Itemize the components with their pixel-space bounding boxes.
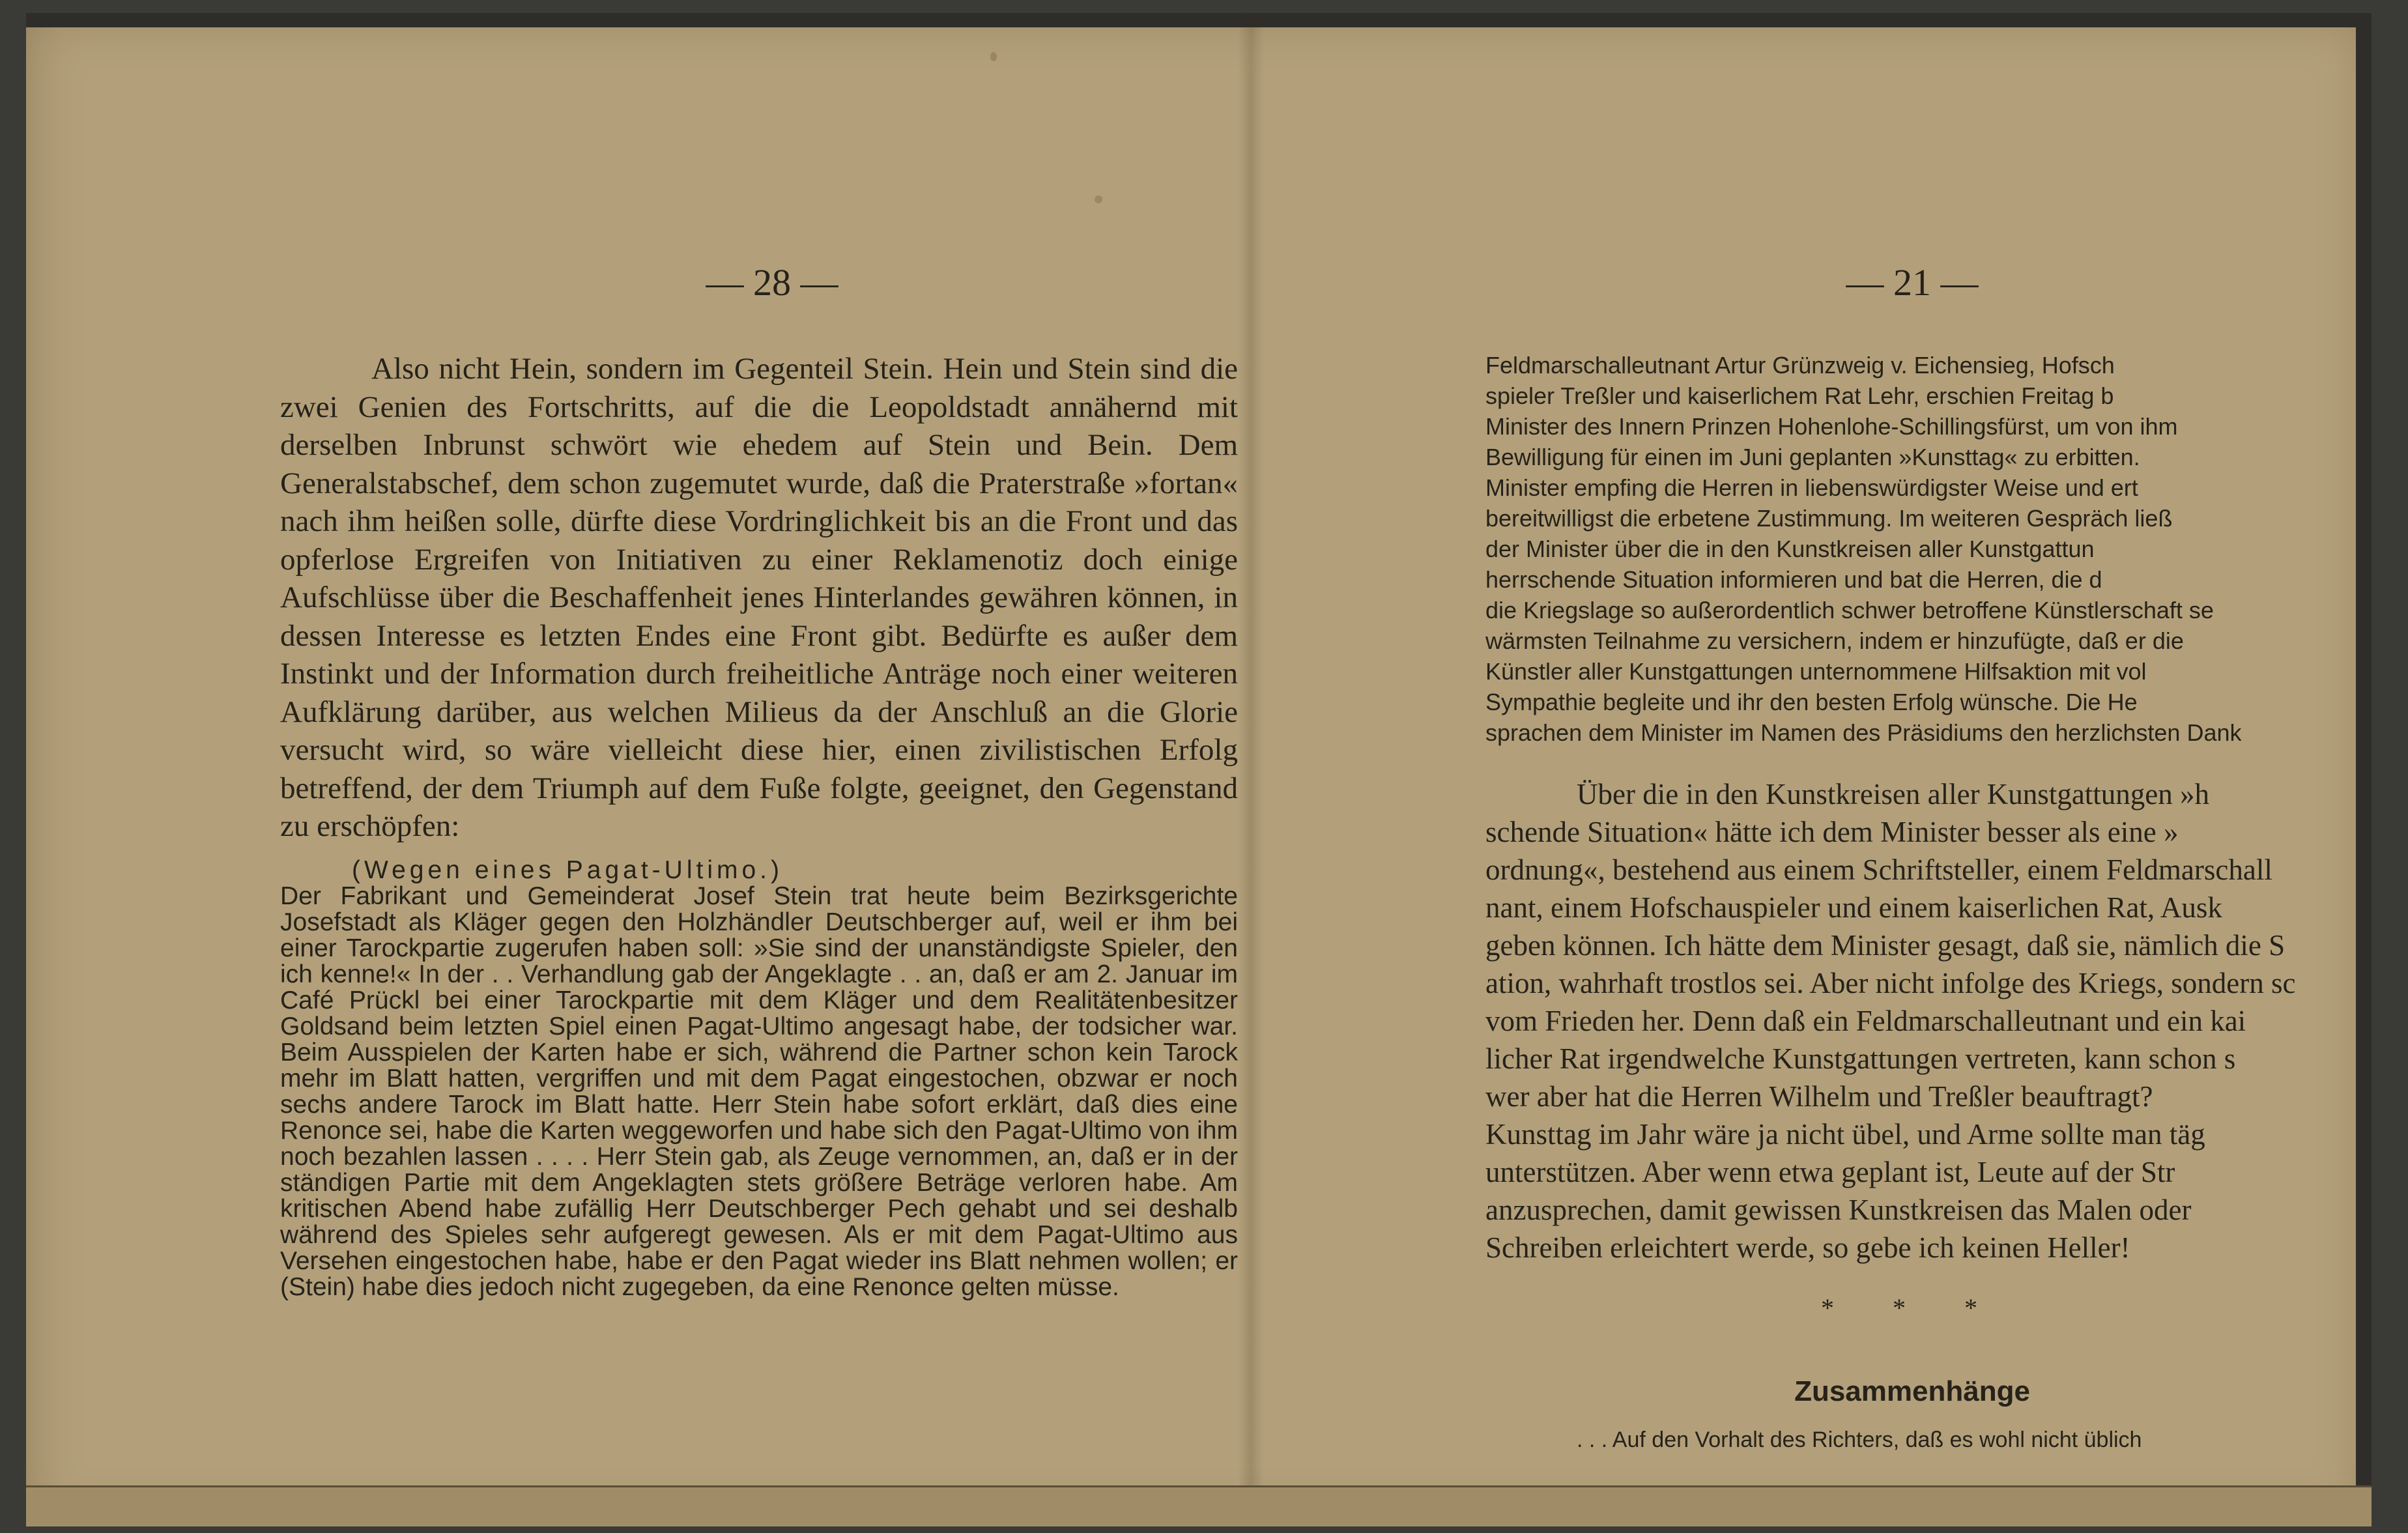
excerpt-line: herrschende Situation informieren und bat die Herren, die d <box>1485 566 2102 593</box>
book-spread <box>26 13 2372 1525</box>
commentary-line: ation, wahrhaft trostlos sei. Aber nicht infolge des Kriegs, sondern sc <box>1485 967 2296 999</box>
commentary-line: Kunsttag im Jahr wäre ja nicht übel, und Arme sollte man täg <box>1485 1118 2205 1151</box>
section-title: Zusammenhänge <box>1794 1375 2030 1407</box>
truncated-line: . . . Auf den Vorhalt des Richters, daß es wohl nicht üblich <box>1577 1427 2142 1452</box>
commentary-line: geben können. Ich hätte dem Minister gesagt, daß sie, nämlich die S <box>1485 929 2286 962</box>
page-bottom-edge <box>26 1485 2372 1526</box>
commentary-line: schende Situation« hätte ich dem Minister besser als eine » <box>1485 816 2179 848</box>
excerpt-line: spieler Treßler und kaiserlichem Rat Lehr, erschien Freitag b <box>1485 382 2114 409</box>
excerpt-line: sprachen dem Minister im Namen des Präsidiums den herzlichsten Dank <box>1485 719 2242 746</box>
quote-text: Der Fabrikant und Gemeinderat Josef Stein trat heute beim Bezirksgerichte Josefstadt als Kläger gegen den Holzhändler Deutschberger auf, weil er ihm bei einer Tarockpartie zugerufen haben soll: »Sie sind der unanständigste Spieler, den ich kenne!« In der . . Verhandlung gab der Angeklagte . . an, daß er am 2. Januar im Café Prückl bei einer Tarockpartie mit dem Kläger und dem Realitätenbesitzer Goldsand beim letzten Spiel einen Pagat-Ultimo angesagt habe, der todsicher war. Beim Ausspielen der Karten habe er sich, während die Partner schon kein Tarock mehr im Blatt hatten, vergriffen und mit dem Pagat eingestochen, obzwar er noch sechs andere Tarock im Blatt hatte. Herr Stein habe sofort erklärt, daß dies eine Renonce sei, habe die Karten weggeworfen und habe sich den Pagat-Ultimo von ihm noch bezahlen lassen . . . . Herr Stein gab, als Zeuge vernommen, an, daß er in der ständigen Partie mit dem Angeklagten stets größere Beträge verloren habe. Am kritischen Abend habe zufällig Herr Deutschberger Pech gehabt und sei deshalb während des Spieles sehr aufgeregt gewesen. Als er mit dem Pagat-Ultimo aus Versehen eingestochen habe, habe er den Pagat wieder ins Blatt nehmen wollen; er (Stein) habe dies jedoch nicht zugegeben, da eine Renonce gelten müsse. <box>280 881 1238 1301</box>
commentary-line: ordnung«, bestehend aus einem Schriftsteller, einem Feldmarschall <box>1485 853 2272 886</box>
page-number: — 28 — <box>706 261 838 304</box>
excerpt-line: wärmsten Teilnahme zu versichern, indem er hinzufügte, daß er die <box>1485 627 2184 654</box>
excerpt-line: die Kriegslage so außerordentlich schwer betroffene Künstlerschaft se <box>1485 597 2214 623</box>
commentary-line: Schreiben erleichtert werde, so gebe ich keinen Heller! <box>1485 1231 2130 1264</box>
quoted-news-item <box>280 857 1238 1300</box>
main-paragraph: Also nicht Hein, sondern im Gegenteil Stein. Hein und Stein sind die zwei Genien des Fortschritts, auf die die Leopoldstadt annähernd mit derselben Inbrunst schwört wie ehedem auf Stein und Bein. Dem Generalstabschef, dem schon zugemutet wurde, daß die Praterstraße »fortan« nach ihm heißen solle, dürfte diese Vordringlichkeit bis an die Front und das opferlose Ergreifen von Initiativen zu einer Reklamenotiz doch einige Aufschlüsse über die Beschaffenheit jenes Hinterlandes gewähren können, in dessen Interesse es letzten Endes eine Front gibt. Bedürfte es außer dem Instinkt und der Information durch freiheitliche Anträge noch einer weiteren Aufklärung darüber, aus welchen Milieus da der Anschluß an die Glorie versucht wird, so wäre vielleicht diese hier, einen zivilistischen Erfolg betreffend, der dem Triumph auf dem Fuße folgte, geeignet, den Gegenstand zu erschöpfen: <box>280 352 1238 843</box>
commentary-line: nant, einem Hofschauspieler und einem kaiserlichen Rat, Ausk <box>1485 891 2222 924</box>
commentary-line: licher Rat irgendwelche Kunstgattungen vertreten, kann schon s <box>1485 1042 2236 1075</box>
left-page <box>280 261 1238 1300</box>
excerpt-line: Bewilligung für einen im Juni geplanten »Kunsttag« zu erbitten. <box>1485 444 2140 470</box>
commentary-line: wer aber hat die Herren Wilhelm und Treßler beauftragt? <box>1485 1080 2153 1113</box>
page-number: — 21 — <box>1846 261 1979 304</box>
excerpt-line: bereitwilligst die erbetene Zustimmung. Im weiteren Gespräch ließ <box>1485 505 2173 532</box>
excerpt-line: Minister empfing die Herren in liebenswürdigster Weise und ert <box>1485 474 2138 501</box>
commentary-line: Über die in den Kunstkreisen aller Kunstgattungen »h <box>1577 778 2210 810</box>
commentary-line: unterstützen. Aber wenn etwa geplant ist, Leute auf der Str <box>1485 1156 2175 1188</box>
excerpt-line: Minister des Innern Prinzen Hohenlohe-Schillingsfürst, um von ihm <box>1485 413 2178 440</box>
news-excerpt <box>1485 350 2339 748</box>
commentary-line: anzusprechen, damit gewissen Kunstkreisen das Malen oder <box>1485 1194 2192 1226</box>
quote-heading: (Wegen eines Pagat-Ultimo.) <box>352 855 783 884</box>
scan-right-edge <box>2356 13 2372 1525</box>
excerpt-line: Sympathie begleite und ihr den besten Erfolg wünsche. Die He <box>1485 689 2138 715</box>
commentary-line: vom Frieden her. Denn daß ein Feldmarschalleutnant und ein kai <box>1485 1005 2246 1037</box>
paper-stain <box>990 52 997 61</box>
excerpt-line: Feldmarschalleutnant Artur Grünzweig v. Eichensieg, Hofsch <box>1485 352 2115 379</box>
book-gutter <box>1238 13 1264 1525</box>
excerpt-line: Künstler aller Kunstgattungen unternommene Hilfsaktion mit vol <box>1485 658 2147 685</box>
excerpt-line: der Minister über die in den Kunstkreisen aller Kunstgattun <box>1485 536 2095 562</box>
paper-stain <box>1095 195 1102 203</box>
commentary-paragraph <box>1485 775 2339 1267</box>
scan-top-edge <box>26 13 2372 27</box>
right-page <box>1485 261 2339 1453</box>
section-separator: * * * <box>1821 1293 2003 1323</box>
